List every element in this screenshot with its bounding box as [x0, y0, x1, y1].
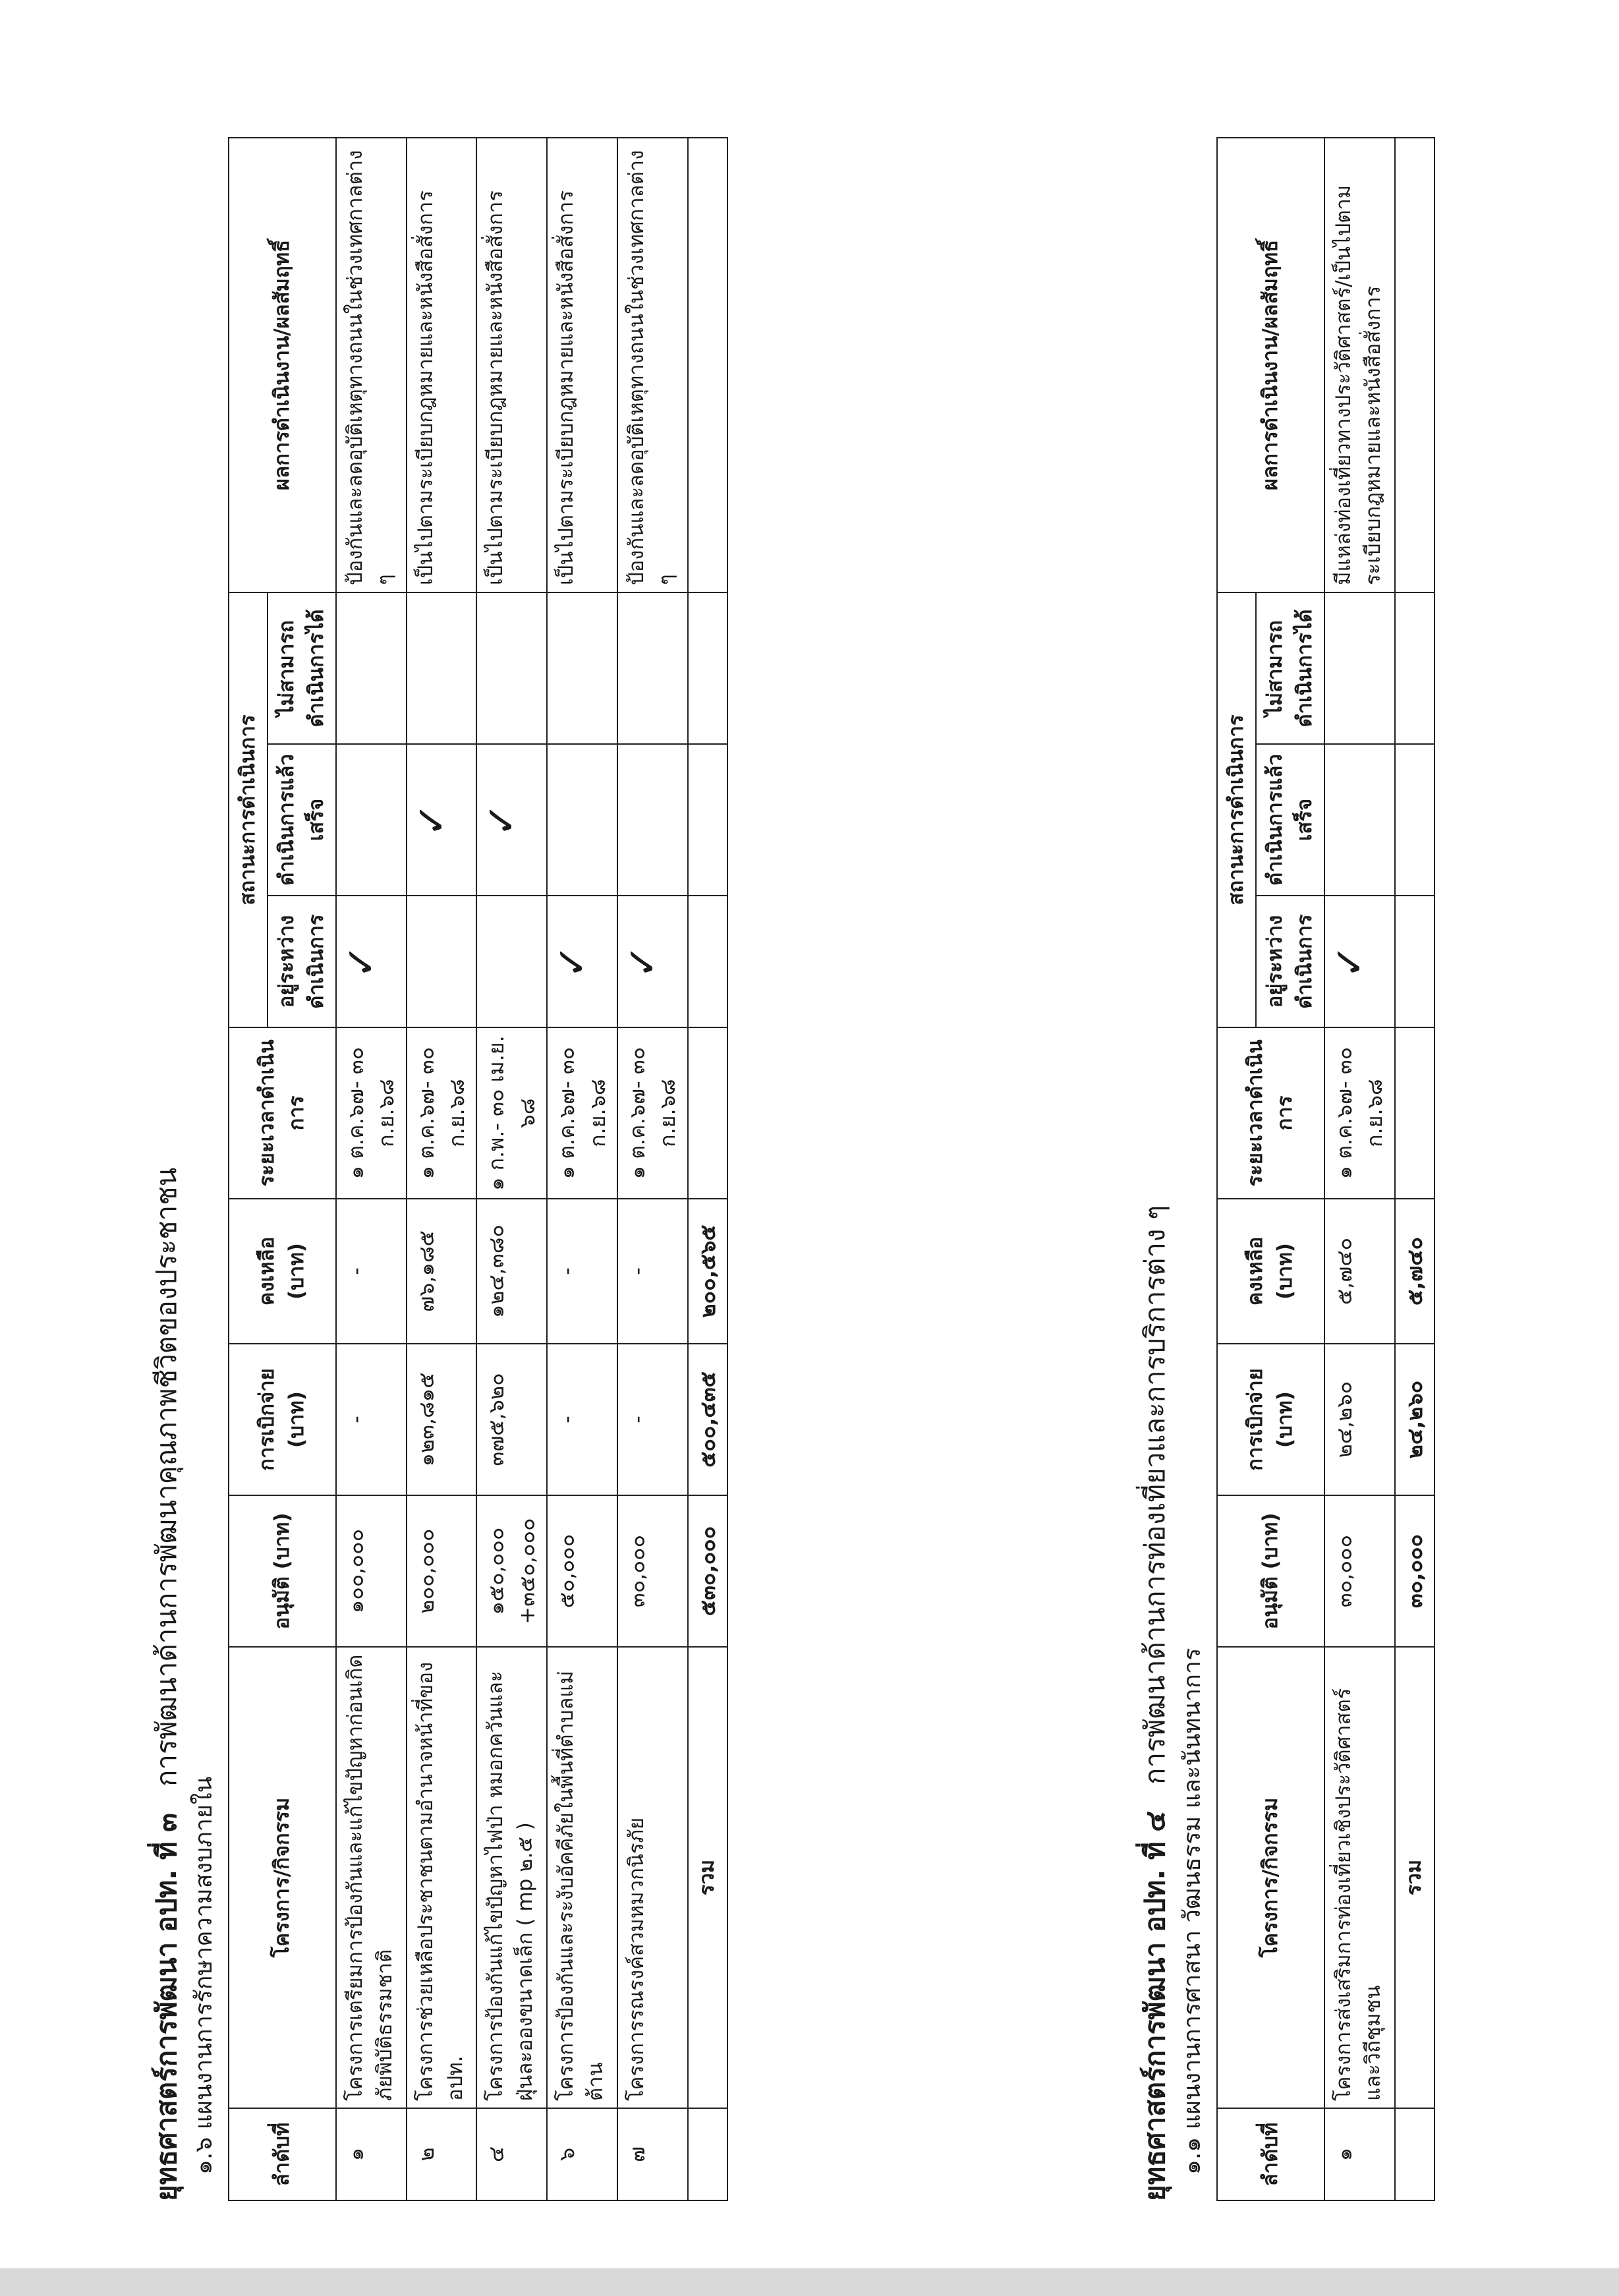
- cell-result: เป็นไปตามระเบียบกฎหมายและหนังสือสั่งการ: [476, 138, 547, 592]
- cell-approved: ๓๐,๐๐๐: [1324, 1495, 1395, 1647]
- cell-project: โครงการป้องกันและระงับอัคคีภัยในพื้นที่ตำบลแม่ต้าน: [547, 1647, 617, 2108]
- check-icon: ✓: [407, 803, 455, 837]
- cell-in-progress: [617, 896, 688, 1027]
- cell-remaining: ๕,๗๔๐: [1324, 1199, 1395, 1344]
- cell-unable: [617, 592, 688, 744]
- cell-disbursed: ๑๒๓,๘๑๕: [407, 1344, 477, 1495]
- total-remaining: ๒๐๐,๕๖๕: [688, 1199, 727, 1344]
- check-icon: ✓: [617, 944, 666, 979]
- section2-heading-rest: การพัฒนาด้านการท่องเที่ยวและการบริการต่าง ๆ: [1139, 1205, 1171, 1785]
- cell-result: เป็นไปตามระเบียบกฎหมายและหนังสือสั่งการ: [407, 138, 477, 592]
- cell-in-progress: [1324, 896, 1395, 1027]
- table-row: [336, 138, 407, 2200]
- cell-disbursed: ๒๔,๒๖๐: [1324, 1344, 1395, 1495]
- col-remaining: คงเหลือ (บาท): [229, 1199, 336, 1344]
- cell-no: ๒: [407, 2108, 477, 2200]
- cell-completed: [617, 744, 688, 896]
- cell-in-progress: [476, 896, 547, 1027]
- table-row: [617, 138, 688, 2200]
- section1-table: [228, 137, 728, 2201]
- cell-result: เป็นไปตามระเบียบกฎหมายและหนังสือสั่งการ: [547, 138, 617, 592]
- check-icon: ✓: [477, 803, 526, 837]
- cell-disbursed: -: [336, 1344, 407, 1495]
- col-completed: ดำเนินการแล้วเสร็จ: [268, 744, 336, 896]
- col-disbursed: การเบิกจ่าย (บาท): [1217, 1344, 1324, 1495]
- cell-remaining: -: [617, 1199, 688, 1344]
- col-in-progress: อยู่ระหว่างดำเนินการ: [268, 896, 336, 1027]
- cell-period: ๑ ต.ค.๖๗- ๓๐ ก.ย.๖๘: [1324, 1027, 1395, 1199]
- cell-project: โครงการช่วยเหลือประชาชนตามอำนาจหน้าที่ของ อปท.: [407, 1647, 477, 2108]
- col-project: โครงการ/กิจกรรม: [229, 1647, 336, 2108]
- check-icon: ✓: [1324, 944, 1373, 979]
- col-completed: ดำเนินการแล้วเสร็จ: [1256, 744, 1324, 896]
- table-row: [476, 138, 547, 2200]
- rotated-content: [132, 132, 1450, 2201]
- cell-unable: [547, 592, 617, 744]
- cell-project: โครงการเตรียมการป้องกันและแก้ไขปัญหาก่อนเกิดภัยพิบัติธรรมชาติ: [336, 1647, 407, 2108]
- cell-no: ๑: [336, 2108, 407, 2200]
- cell-completed: [336, 744, 407, 896]
- cell-period: ๑ ก.พ.- ๓๐ เม.ย. ๖๘: [476, 1027, 547, 1199]
- cell-in-progress: [547, 896, 617, 1027]
- section2-heading: [1133, 1205, 1177, 2201]
- check-icon: ✓: [336, 944, 385, 979]
- col-result: ผลการดำเนินงาน/ผลสัมฤทธิ์: [1217, 138, 1324, 592]
- cell-no: ๑: [1324, 2108, 1395, 2200]
- col-status: สถานะการดำเนินการ: [1217, 592, 1256, 1027]
- col-project: โครงการ/กิจกรรม: [1217, 1647, 1324, 2108]
- col-unable: ไม่สามารถดำเนินการได้: [268, 592, 336, 744]
- section1-heading-rest: การพัฒนาด้านการพัฒนาคุณภาพชีวิตของประชาชน: [150, 1167, 183, 1787]
- total-approved: ๕๓๐,๐๐๐: [688, 1495, 727, 1647]
- cell-in-progress: [336, 896, 407, 1027]
- cell-completed: [547, 744, 617, 896]
- cell-disbursed: -: [617, 1344, 688, 1495]
- cell-period: ๑ ต.ค.๖๗- ๓๐ ก.ย.๖๘: [547, 1027, 617, 1199]
- cell-disbursed: ๓๗๕,๖๒๐: [476, 1344, 547, 1495]
- cell-no: ๗: [617, 2108, 688, 2200]
- total-disbursed: ๒๔,๒๖๐: [1395, 1344, 1434, 1495]
- table-row: [407, 138, 477, 2200]
- section2-table: [1216, 137, 1435, 2201]
- table-row: [547, 138, 617, 2200]
- cell-approved: ๒๐๐,๐๐๐: [407, 1495, 477, 1647]
- cell-remaining: ๗๖,๑๘๕: [407, 1199, 477, 1344]
- col-order: ลำดับที่: [229, 2108, 336, 2200]
- cell-disbursed: -: [547, 1344, 617, 1495]
- table-row: [1324, 138, 1395, 2200]
- cell-unable: [336, 592, 407, 744]
- section1-total-row: [688, 138, 727, 2200]
- total-disbursed: ๕๐๐,๔๓๕: [688, 1344, 727, 1495]
- col-result: ผลการดำเนินงาน/ผลสัมฤทธิ์: [229, 138, 336, 592]
- cell-approved: ๕๐,๐๐๐: [547, 1495, 617, 1647]
- cell-remaining: -: [547, 1199, 617, 1344]
- cell-unable: [1324, 592, 1395, 744]
- check-icon: ✓: [548, 944, 596, 979]
- col-approved: อนุมัติ (บาท): [1217, 1495, 1324, 1647]
- cell-unable: [407, 592, 477, 744]
- cell-period: ๑ ต.ค.๖๗- ๓๐ ก.ย.๖๘: [617, 1027, 688, 1199]
- col-period: ระยะเวลาดำเนินการ: [1217, 1027, 1324, 1199]
- cell-approved: ๑๐๐,๐๐๐: [336, 1495, 407, 1647]
- col-disbursed: การเบิกจ่าย (บาท): [229, 1344, 336, 1495]
- section2-total-row: [1395, 138, 1434, 2200]
- cell-completed: [476, 744, 547, 896]
- scan-edge: [0, 2268, 1619, 2296]
- cell-period: ๑ ต.ค.๖๗- ๓๐ ก.ย.๖๘: [407, 1027, 477, 1199]
- section2-body: [1324, 138, 1395, 2200]
- cell-in-progress: [407, 896, 477, 1027]
- total-label: รวม: [1395, 1647, 1434, 2108]
- section2-plan: ๑.๑ แผนงานการศาสนา วัฒนธรรม และนันทนาการ: [1179, 1648, 1206, 2175]
- section1-heading: [145, 1168, 188, 2201]
- cell-result: มีแหล่งท่องเที่ยวทางประวัติศาสตร์/เป็นไปตามระเบียบกฎหมายและหนังสือสั่งการ: [1324, 138, 1395, 592]
- cell-remaining: -: [336, 1199, 407, 1344]
- section1-plan: ๑.๖ แผนงานการรักษาความสงบภายใน: [190, 1776, 217, 2175]
- cell-no: ๔: [476, 2108, 547, 2200]
- col-in-progress: อยู่ระหว่างดำเนินการ: [1256, 896, 1324, 1027]
- cell-remaining: ๑๒๔,๓๘๐: [476, 1199, 547, 1344]
- cell-approved: ๓๐,๐๐๐: [617, 1495, 688, 1647]
- col-remaining: คงเหลือ (บาท): [1217, 1199, 1324, 1344]
- col-status: สถานะการดำเนินการ: [229, 592, 268, 1027]
- cell-completed: [407, 744, 477, 896]
- cell-period: ๑ ต.ค.๖๗- ๓๐ ก.ย.๖๘: [336, 1027, 407, 1199]
- total-label: รวม: [688, 1647, 727, 2108]
- section2-heading-bold: ยุทธศาสตร์การพัฒนา อปท. ที่ ๔: [1139, 1811, 1171, 2201]
- col-unable: ไม่สามารถดำเนินการได้: [1256, 592, 1324, 744]
- cell-project: โครงการส่งเสริมการท่องเที่ยวเชิงประวัติศาสตร์และวิถีชุมชน: [1324, 1647, 1395, 2108]
- total-approved: ๓๐,๐๐๐: [1395, 1495, 1434, 1647]
- cell-project: โครงการรณรงค์สวมหมวกนิรภัย: [617, 1647, 688, 2108]
- section1-body: [336, 138, 688, 2200]
- cell-unable: [476, 592, 547, 744]
- cell-result: ป้องกันและลดอุบัติเหตุทางถนนในช่วงเทศกาลต่าง ๆ: [617, 138, 688, 592]
- section1-heading-bold: ยุทธศาสตร์การพัฒนา อปท. ที่ ๓: [150, 1813, 183, 2201]
- cell-project: โครงการป้องกันแก้ไขปัญหาไฟป่า หมอกควันและฝุ่นละอองขนาดเล็ก ( mp ๒.๕ ): [476, 1647, 547, 2108]
- cell-completed: [1324, 744, 1395, 896]
- cell-approved: ๑๕๐,๐๐๐ +๓๕๐,๐๐๐: [476, 1495, 547, 1647]
- col-period: ระยะเวลาดำเนินการ: [229, 1027, 336, 1199]
- cell-result: ป้องกันและลดอุบัติเหตุทางถนนในช่วงเทศกาลต่าง ๆ: [336, 138, 407, 592]
- total-remaining: ๕,๗๔๐: [1395, 1199, 1434, 1344]
- cell-no: ๖: [547, 2108, 617, 2200]
- col-approved: อนุมัติ (บาท): [229, 1495, 336, 1647]
- col-order: ลำดับที่: [1217, 2108, 1324, 2200]
